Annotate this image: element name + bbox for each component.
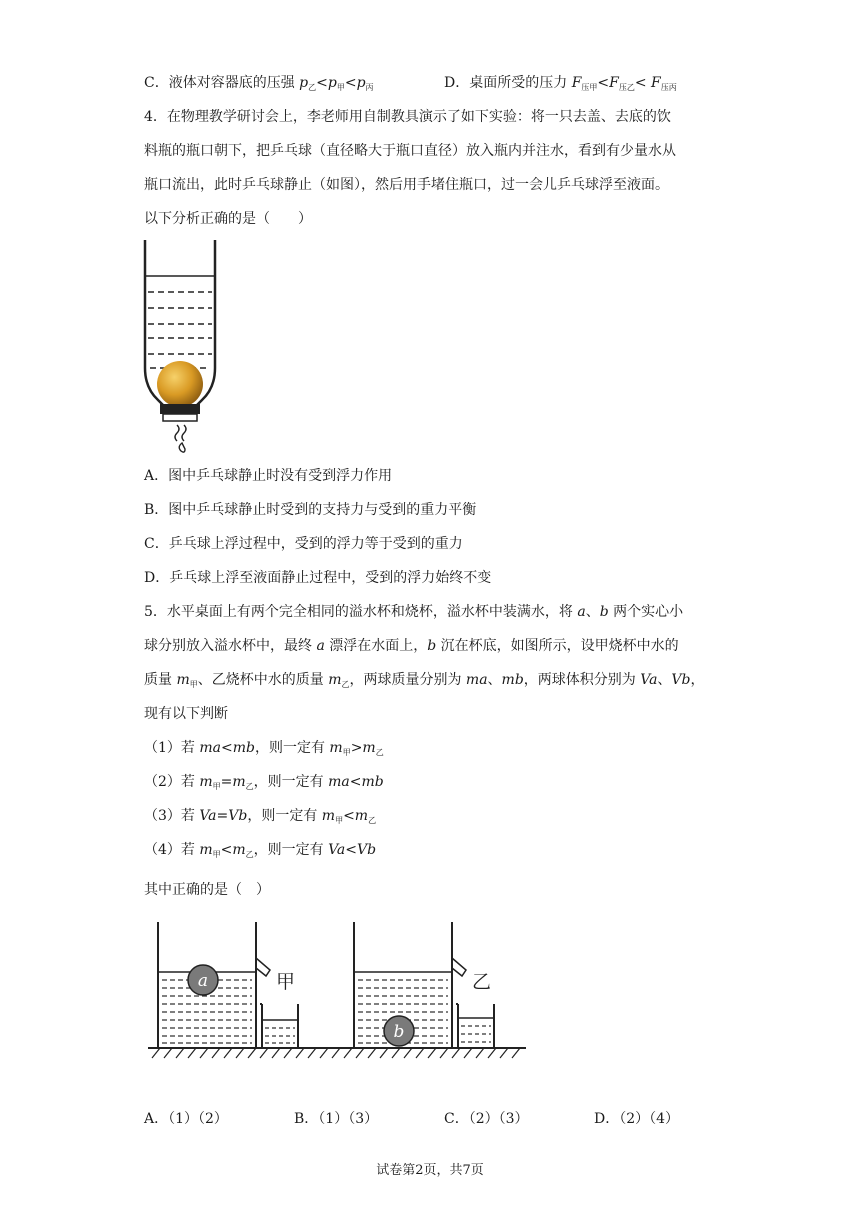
q5-judgement-3: （3）若 Va=Vb，则一定有 $m_甲<m_乙$ xyxy=(144,808,377,825)
q4-option-a: A．图中乒乓球静止时没有受到浮力作用 xyxy=(144,468,393,484)
q4-option-d: D．乒乓球上浮至液面静止过程中，受到的浮力始终不变 xyxy=(144,570,492,586)
bottle-figure xyxy=(140,238,220,453)
bottle-neck xyxy=(160,404,200,414)
q5-stem-line-2: 球分别放入溢水杯中，最终 a 漂浮在水面上，b 沉在杯底，如图所示，设甲烧杯中水的 xyxy=(144,638,679,654)
cup-label-yi: 乙 xyxy=(472,971,492,993)
q4-stem-line-3: 瓶口流出，此时乒乓球静止（如图），然后用手堵住瓶口，过一会儿乒乓球浮至液面。 xyxy=(144,177,669,193)
q5-stem-line-3: 质量 $m_甲$、乙烧杯中水的质量 $m_乙$，两球质量分别为 ma、mb，两球体积分别为 Va、Vb， xyxy=(144,672,705,689)
q5-judgement-2: （2）若 $m_甲=m_乙$，则一定有 ma<mb xyxy=(144,774,384,791)
q5-option-b: B．（1）（3） xyxy=(294,1111,379,1127)
q4-stem-line-1: 4．在物理教学研讨会上，李老师用自制教具演示了如下实验：将一只去盖、去底的饮 xyxy=(144,109,671,125)
q5-question: 其中正确的是（ ） xyxy=(144,882,270,898)
q4-stem-line-2: 料瓶的瓶口朝下，把乒乓球（直径略大于瓶口直径）放入瓶内并注水，看到有少量水从 xyxy=(144,143,676,159)
q5-option-c: C．（2）（3） xyxy=(444,1111,529,1127)
q4-stem-line-4: 以下分析正确的是（ ） xyxy=(144,211,312,227)
page-footer: 试卷第2页，共7页 xyxy=(376,1163,484,1178)
q5-option-a: A．（1）（2） xyxy=(144,1111,228,1127)
q5-stem-line-4: 现有以下判断 xyxy=(144,706,228,722)
q5-option-d: D．（2）（4） xyxy=(594,1111,680,1127)
beaker-1 xyxy=(260,1004,298,1048)
water-drip-icon xyxy=(175,425,186,452)
ball-b xyxy=(384,1016,414,1046)
cup-label-jia: 甲 xyxy=(276,971,296,993)
q5-judgement-1: （1）若 ma<mb，则一定有 $m_甲>m_乙$ xyxy=(144,740,384,757)
q3-option-c: C．液体对容器底的压强 $p_乙<p_甲<p_丙$ xyxy=(144,75,374,92)
q3-option-d: D．桌面所受的压力 $F_{压甲}<F_{压乙}< F_{压丙}$ xyxy=(444,75,677,92)
svg-text:a: a xyxy=(197,971,209,991)
q4-option-c: C．乒乓球上浮过程中，受到的浮力等于受到的重力 xyxy=(144,536,463,552)
q4-option-b: B．图中乒乓球静止时受到的支持力与受到的重力平衡 xyxy=(144,502,477,518)
ping-pong-ball xyxy=(157,361,203,407)
q5-stem-line-1: 5．水平桌面上有两个完全相同的溢水杯和烧杯，溢水杯中装满水，将 a、b 两个实心小 xyxy=(144,604,684,620)
ball-a xyxy=(188,965,218,995)
overflow-cups-figure xyxy=(148,918,528,1058)
q5-judgement-4: （4）若 $m_甲<m_乙$，则一定有 Va<Vb xyxy=(144,842,377,859)
svg-text:b: b xyxy=(393,1022,405,1042)
